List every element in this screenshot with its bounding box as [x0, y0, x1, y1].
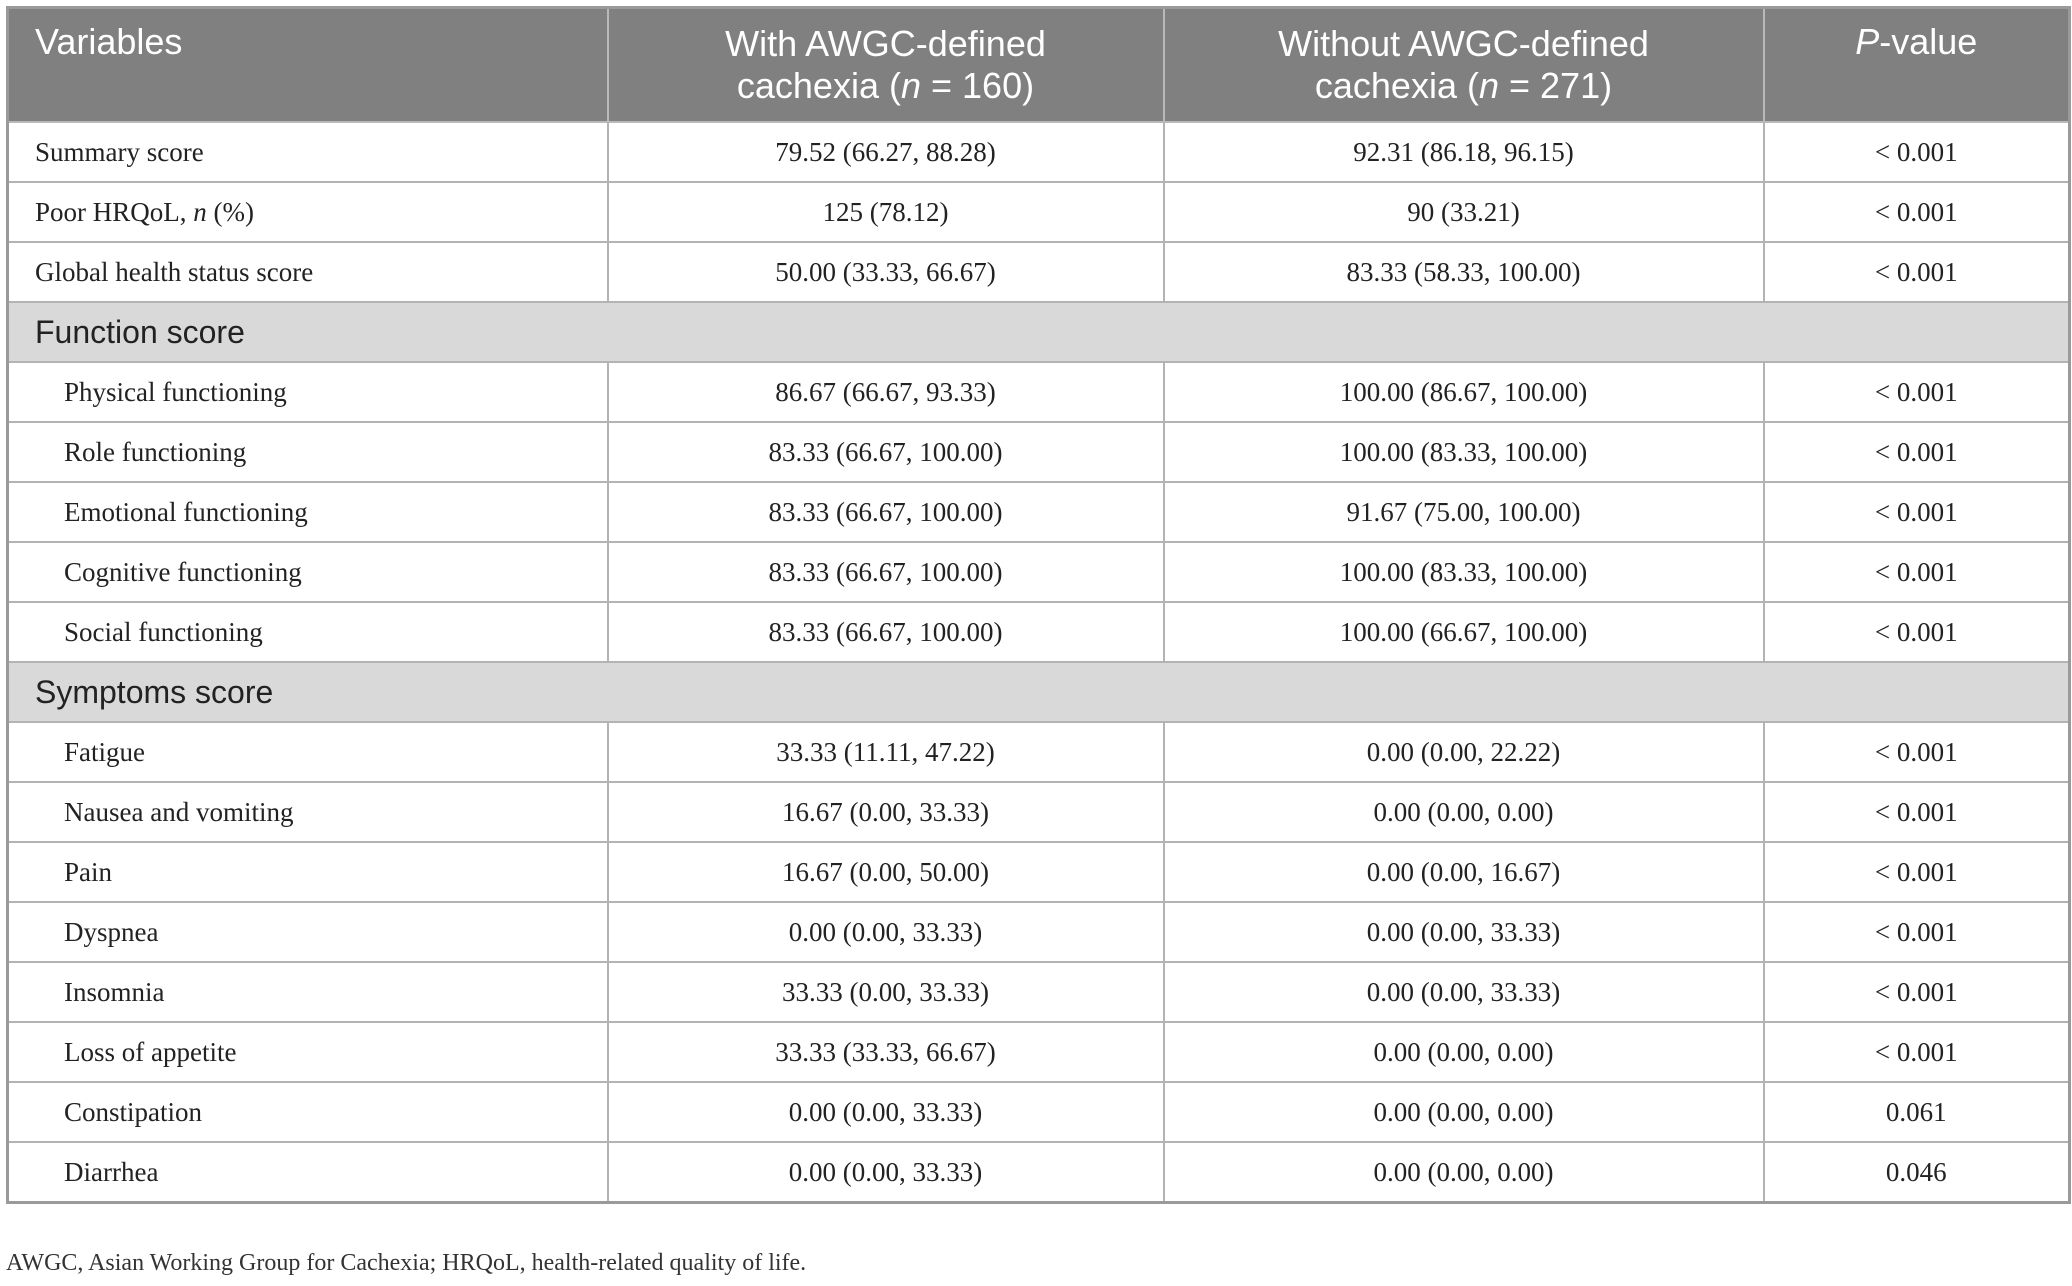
row-label: Social functioning	[8, 602, 608, 662]
table-row	[8, 722, 2070, 782]
header-with-cachexia-line1: With AWGC-defined	[725, 23, 1046, 64]
p-value: < 0.001	[1764, 122, 2070, 182]
row-label: Insomnia	[8, 962, 608, 1022]
with-cachexia-value: 0.00 (0.00, 33.33)	[608, 1142, 1164, 1203]
table-row	[8, 1082, 2070, 1142]
p-value: < 0.001	[1764, 782, 2070, 842]
without-cachexia-value: 0.00 (0.00, 16.67)	[1164, 842, 1764, 902]
p-value: 0.061	[1764, 1082, 2070, 1142]
hrqol-comparison-table	[6, 6, 2071, 1204]
row-label: Diarrhea	[8, 1142, 608, 1203]
row-label: Physical functioning	[8, 362, 608, 422]
p-value: < 0.001	[1764, 482, 2070, 542]
table-row	[8, 362, 2070, 422]
table-row	[8, 962, 2070, 1022]
with-cachexia-value: 125 (78.12)	[608, 182, 1164, 242]
without-cachexia-value: 0.00 (0.00, 33.33)	[1164, 902, 1764, 962]
without-cachexia-value: 83.33 (58.33, 100.00)	[1164, 242, 1764, 302]
row-label: Poor HRQoL, n (%)	[8, 182, 608, 242]
p-value: < 0.001	[1764, 182, 2070, 242]
p-value: < 0.001	[1764, 602, 2070, 662]
header-without-cachexia-line2: cachexia (n = 271)	[1314, 65, 1613, 106]
table-row	[8, 482, 2070, 542]
p-value: < 0.001	[1764, 242, 2070, 302]
with-cachexia-value: 83.33 (66.67, 100.00)	[608, 482, 1164, 542]
row-label: Role functioning	[8, 422, 608, 482]
row-label: Constipation	[8, 1082, 608, 1142]
row-label: Cognitive functioning	[8, 542, 608, 602]
with-cachexia-value: 33.33 (11.11, 47.22)	[608, 722, 1164, 782]
with-cachexia-value: 50.00 (33.33, 66.67)	[608, 242, 1164, 302]
p-value: < 0.001	[1764, 842, 2070, 902]
table-row	[8, 182, 2070, 242]
without-cachexia-value: 0.00 (0.00, 0.00)	[1164, 782, 1764, 842]
table-body	[8, 122, 2070, 1203]
without-cachexia-value: 90 (33.21)	[1164, 182, 1764, 242]
header-without-cachexia-line1: Without AWGC-defined	[1278, 23, 1649, 64]
with-cachexia-value: 16.67 (0.00, 50.00)	[608, 842, 1164, 902]
table-row	[8, 542, 2070, 602]
header-variables: Variables	[8, 8, 608, 123]
without-cachexia-value: 0.00 (0.00, 0.00)	[1164, 1022, 1764, 1082]
without-cachexia-value: 91.67 (75.00, 100.00)	[1164, 482, 1764, 542]
p-value: < 0.001	[1764, 542, 2070, 602]
with-cachexia-value: 83.33 (66.67, 100.00)	[608, 422, 1164, 482]
table-row	[8, 122, 2070, 182]
table-row	[8, 902, 2070, 962]
header-without-cachexia	[1164, 8, 1764, 123]
without-cachexia-value: 0.00 (0.00, 33.33)	[1164, 962, 1764, 1022]
section-title-symptoms: Symptoms score	[8, 662, 2070, 722]
table-row	[8, 1142, 2070, 1203]
header-with-cachexia	[608, 8, 1164, 123]
without-cachexia-value: 100.00 (83.33, 100.00)	[1164, 542, 1764, 602]
with-cachexia-value: 33.33 (0.00, 33.33)	[608, 962, 1164, 1022]
with-cachexia-value: 83.33 (66.67, 100.00)	[608, 602, 1164, 662]
table-row	[8, 1022, 2070, 1082]
table-row	[8, 842, 2070, 902]
p-value: 0.046	[1764, 1142, 2070, 1203]
without-cachexia-value: 100.00 (86.67, 100.00)	[1164, 362, 1764, 422]
p-value: < 0.001	[1764, 1022, 2070, 1082]
table-row	[8, 782, 2070, 842]
table-row	[8, 602, 2070, 662]
row-label: Nausea and vomiting	[8, 782, 608, 842]
without-cachexia-value: 100.00 (83.33, 100.00)	[1164, 422, 1764, 482]
with-cachexia-value: 0.00 (0.00, 33.33)	[608, 1082, 1164, 1142]
p-value: < 0.001	[1764, 962, 2070, 1022]
row-label: Summary score	[8, 122, 608, 182]
with-cachexia-value: 33.33 (33.33, 66.67)	[608, 1022, 1164, 1082]
header-p-value: P-value	[1764, 8, 2070, 123]
with-cachexia-value: 16.67 (0.00, 33.33)	[608, 782, 1164, 842]
row-label: Fatigue	[8, 722, 608, 782]
without-cachexia-value: 0.00 (0.00, 0.00)	[1164, 1142, 1764, 1203]
section-row-symptoms	[8, 662, 2070, 722]
p-value: < 0.001	[1764, 422, 2070, 482]
row-label: Emotional functioning	[8, 482, 608, 542]
without-cachexia-value: 100.00 (66.67, 100.00)	[1164, 602, 1764, 662]
row-label: Global health status score	[8, 242, 608, 302]
p-value: < 0.001	[1764, 362, 2070, 422]
header-with-cachexia-line2: cachexia (n = 160)	[736, 65, 1035, 106]
with-cachexia-value: 79.52 (66.27, 88.28)	[608, 122, 1164, 182]
with-cachexia-value: 83.33 (66.67, 100.00)	[608, 542, 1164, 602]
p-value: < 0.001	[1764, 722, 2070, 782]
table-row	[8, 242, 2070, 302]
section-title-function: Function score	[8, 302, 2070, 362]
row-label: Pain	[8, 842, 608, 902]
with-cachexia-value: 0.00 (0.00, 33.33)	[608, 902, 1164, 962]
without-cachexia-value: 0.00 (0.00, 22.22)	[1164, 722, 1764, 782]
results-table-container	[6, 6, 2068, 1204]
with-cachexia-value: 86.67 (66.67, 93.33)	[608, 362, 1164, 422]
without-cachexia-value: 92.31 (86.18, 96.15)	[1164, 122, 1764, 182]
p-value: < 0.001	[1764, 902, 2070, 962]
section-row-function	[8, 302, 2070, 362]
row-label: Loss of appetite	[8, 1022, 608, 1082]
table-header-row	[8, 8, 2070, 123]
row-label: Dyspnea	[8, 902, 608, 962]
table-row	[8, 422, 2070, 482]
table-footnote: AWGC, Asian Working Group for Cachexia; HRQoL, health-related quality of life.	[6, 1250, 807, 1276]
without-cachexia-value: 0.00 (0.00, 0.00)	[1164, 1082, 1764, 1142]
